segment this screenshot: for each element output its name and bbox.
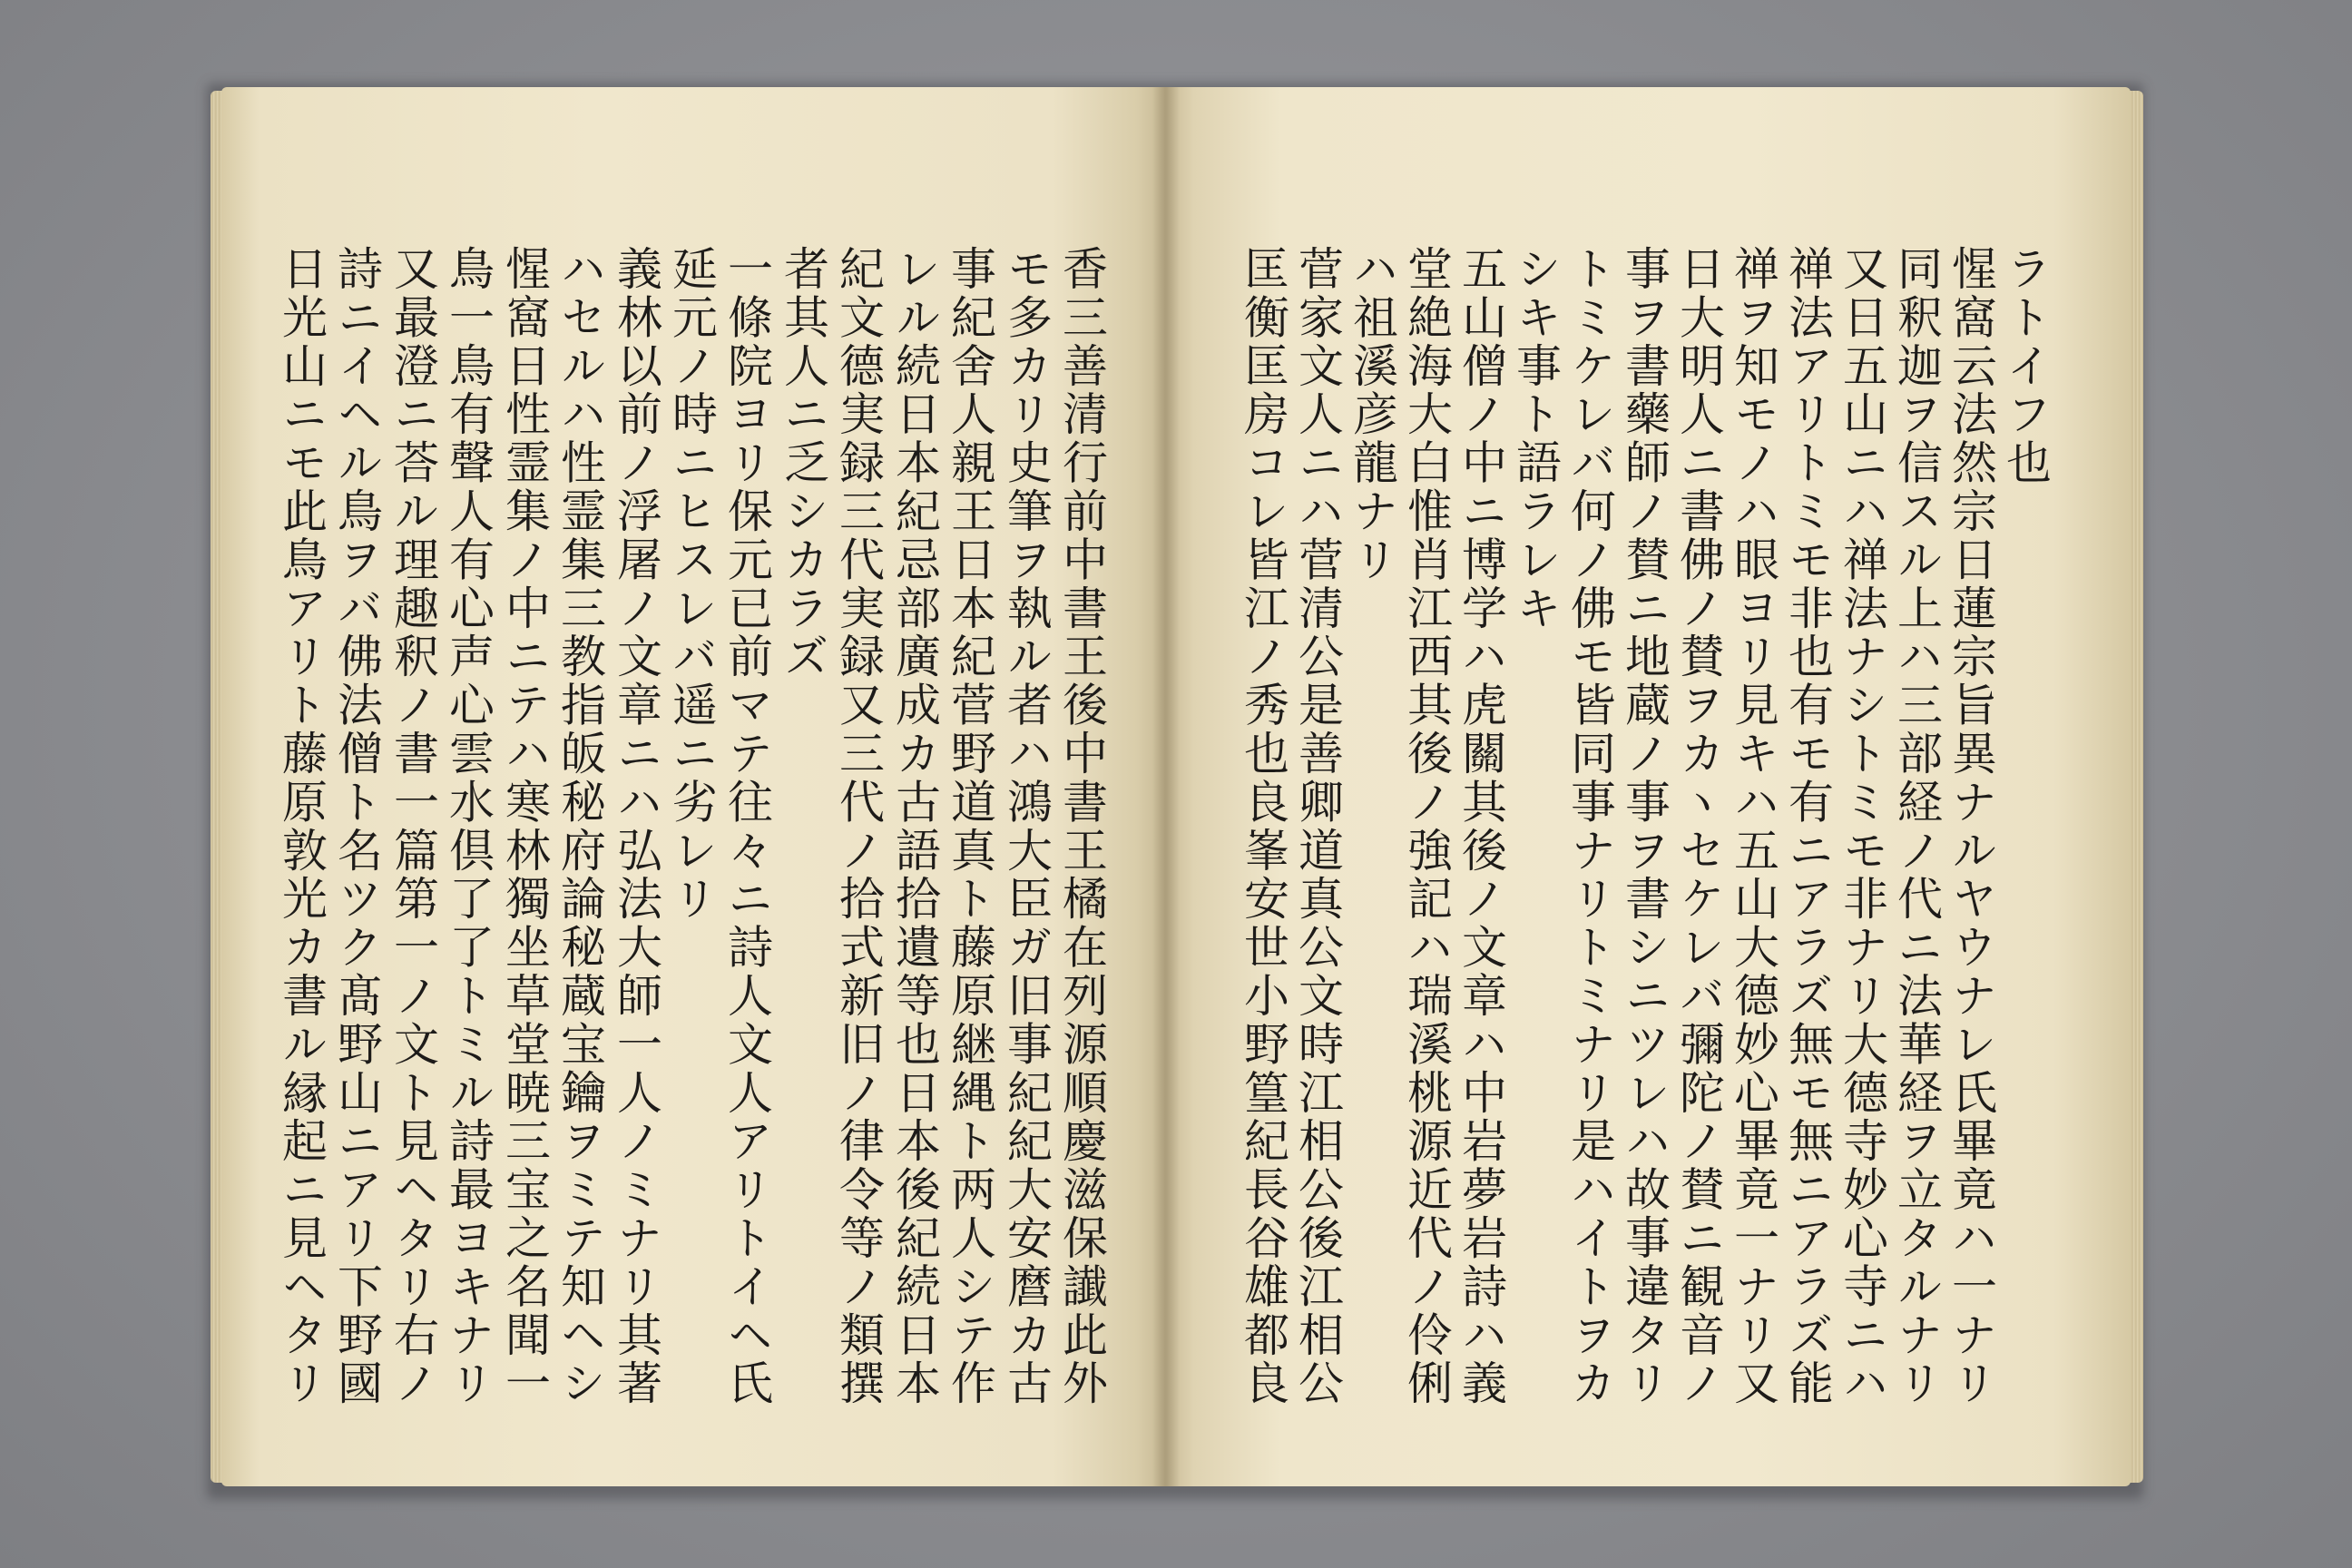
right-column-5 [1779, 245, 1837, 1408]
left-column-13 [384, 245, 442, 1408]
right-column-15 [1234, 245, 1292, 1408]
right-column-text: 禅法アリトミモ非也有モ有ニアラズ無モ無ニアラズ能 [1781, 245, 1834, 1408]
right-column-7 [1670, 245, 1728, 1408]
left-column-9 [607, 245, 665, 1408]
right-column-text: シキ事ト語ラレキ [1509, 245, 1562, 633]
left-column-15 [272, 245, 330, 1408]
left-column-text: 者其人ニ乏シカラズ [777, 245, 829, 681]
right-column-4 [1833, 245, 1891, 1408]
left-column-2 [997, 245, 1055, 1408]
left-column-text: ハセルハ性霊集三教指皈秘府論秘蔵宝鑰ヲミテ知ヘシ [554, 245, 606, 1408]
left-column-text: 紀文德実録三代実録又三代ノ拾式新旧ノ律令等ノ類撰 [832, 245, 885, 1408]
right-column-text: 又日五山ニハ禅法ナシトミモ非ナリ大德寺妙心寺ニハ [1836, 245, 1888, 1408]
left-column-text: 鳥一鳥有聲人有心声心雲水倶了了トミル詩最ヨキナリ [442, 245, 495, 1408]
right-column-12 [1397, 245, 1455, 1408]
left-column-10 [551, 245, 609, 1408]
left-column-text: 事紀舍人親王日本紀菅野道真ト藤原継縄ト两人シテ作 [944, 245, 996, 1408]
right-column-text: 同釈迦ヲ信スル上ハ三部経ノ代ニ法華経ヲ立タルナリ [1890, 245, 1943, 1408]
right-column-13 [1343, 245, 1401, 584]
right-column-text: 堂絶海大白惟肖江西其後ノ強記ハ瑞溪桃源近代ノ伶俐 [1400, 245, 1453, 1408]
left-column-text: モ多カリ史筆ヲ執ル者ハ鴻大臣ガ旧事紀紀大安麿カ古 [1000, 245, 1053, 1408]
left-column-text: 惺窩日性霊集ノ中ニテハ寒林獨坐草堂暁三宝之名聞一 [498, 245, 551, 1408]
right-column-10 [1506, 245, 1564, 632]
right-column-text: 禅ヲ知モノハ眼ヨリ見キハ五山大德妙心畢竟一ナリ又 [1727, 245, 1779, 1408]
right-column-3 [1887, 245, 1945, 1408]
left-column-1 [1053, 245, 1111, 1408]
right-column-text: 匡衡匡房コレ皆江ノ秀也良峯安世小野篁紀長谷雄都良 [1237, 245, 1289, 1408]
left-column-text: 詩ニイヘル鳥ヲバ佛法僧ト名ツク髙野山ニアリ下野國 [330, 245, 383, 1408]
right-column-text: 事ヲ書藥師ノ賛ニ地蔵ノ事ヲ書シニツレハ故事違タリ [1618, 245, 1671, 1408]
left-column-text: レル続日本紀忌部廣成カ古語拾遺等也日本後紀続日本 [888, 245, 941, 1408]
right-column-text: ラトイフ也 [1999, 245, 2052, 487]
left-column-12 [439, 245, 497, 1408]
left-column-text: 延元ノ時ニヒスレバ遥ニ劣レリ [665, 245, 718, 924]
left-column-text: 一條院ヨリ保元已前マテ往々ニ詩人文人アリトイヘ氏 [720, 245, 773, 1408]
right-column-8 [1615, 245, 1673, 1408]
left-column-11 [495, 245, 554, 1408]
right-column-text: 五山僧ノ中ニ博学ハ虎關其後ノ文章ハ中岩夢岩詩ハ義 [1455, 245, 1507, 1408]
right-column-11 [1452, 245, 1510, 1408]
right-column-6 [1724, 245, 1782, 1408]
right-column-9 [1561, 245, 1619, 1408]
right-column-text: ハ祖溪彦龍ナリ [1346, 245, 1398, 584]
right-column-text: 惺窩云法然宗日蓮宗旨異ナルヤウナレ氏畢竟ハ一ナリ [1945, 245, 1997, 1408]
left-column-8 [662, 245, 720, 924]
right-column-1 [1996, 245, 2054, 487]
right-column-14 [1289, 245, 1347, 1408]
right-column-2 [1942, 245, 2000, 1408]
left-column-text: 又最澄ニ荅ル理趣釈ノ書一篇第一ノ文ト見ヘタリ右ノ [387, 245, 439, 1408]
book-gutter [1152, 87, 1180, 1486]
left-column-5 [829, 245, 887, 1408]
right-column-text: 菅家文人ニハ菅清公是善卿道真公文時江相公後江相公 [1291, 245, 1344, 1408]
left-column-3 [941, 245, 999, 1408]
left-column-4 [886, 245, 944, 1408]
left-column-text: 香三善清行前中書王後中書王橘在列源順慶滋保䜟此外 [1055, 245, 1108, 1408]
left-column-text: 日光山ニモ此鳥アリト藤原敦光カ書ル縁起ニ見ヘタリ [275, 245, 328, 1408]
left-column-text: 義林以前ノ浮屠ノ文章ニハ弘法大師一人ノミナリ其著 [610, 245, 662, 1408]
right-column-text: トミケレバ何ノ佛モ皆同事ナリトミナリ是ハイトヲカ [1563, 245, 1616, 1408]
left-column-7 [718, 245, 776, 1408]
right-column-text: 日大明人ニ書佛ノ賛ヲカヽセケレバ彌陀ノ賛ニ観音ノ [1672, 245, 1725, 1408]
left-column-14 [328, 245, 386, 1408]
left-column-6 [774, 245, 832, 681]
